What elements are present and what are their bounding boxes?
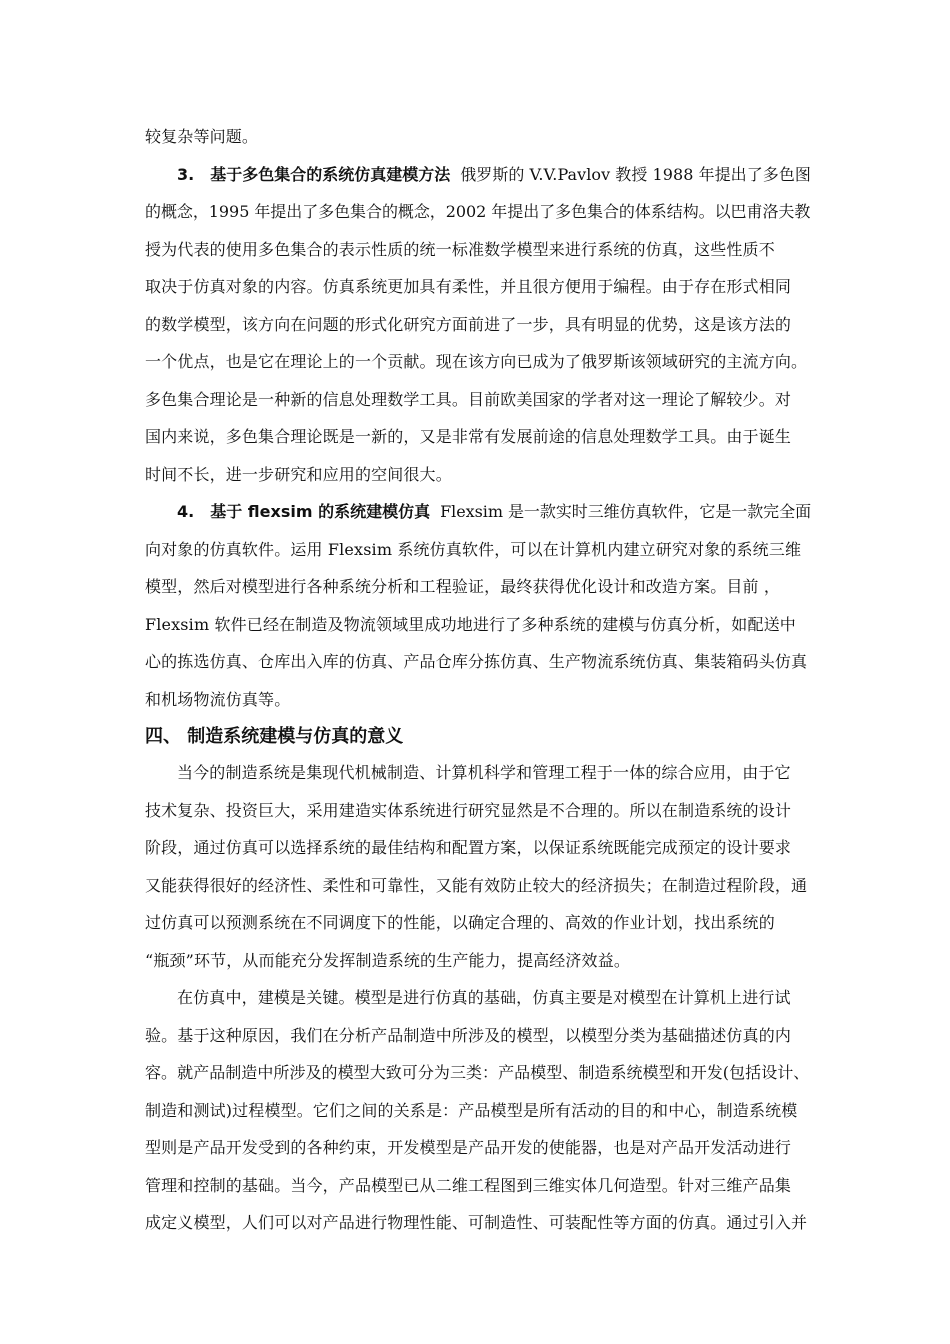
text-line: 取决于仿真对象的内容。仿真系统更加具有柔性，并且很方便用于编程。由于存在形式相同 bbox=[145, 277, 792, 296]
text-span: 俄罗斯的 V.V.Pavlov 教授 1988 年提出了多色图 bbox=[460, 164, 811, 184]
text-line: 过仿真可以预测系统在不同调度下的性能，以确定合理的、高效的作业计划，找出系统的 bbox=[145, 913, 775, 932]
text-line: Flexsim 软件已经在制造及物流领域里成功地进行了多种系统的建模与仿真分析，如配送中 bbox=[145, 614, 796, 634]
text-line: 容。就产品制造中所涉及的模型大致可分为三类：产品模型、制造系统模型和开发(包括设计、 bbox=[145, 1063, 810, 1082]
text-line: 较复杂等问题。 bbox=[145, 127, 259, 146]
text-line: 又能获得很好的经济性、柔性和可靠性，又能有效防止较大的经济损失；在制造过程阶段，通 bbox=[145, 875, 808, 895]
text-line: “瓶颈”环节，从而能充分发挥制造系统的生产能力，提高经济效益。 bbox=[145, 950, 631, 970]
text-line: 和机场物流仿真等。 bbox=[145, 689, 291, 709]
text-line: 的概念，1995 年提出了多色集合的概念，2002 年提出了多色集合的体系结构。以巴甫洛夫教 bbox=[145, 202, 811, 221]
text-line bbox=[145, 493, 811, 531]
subsection-title-3: 3. 基于多色集合的系统仿真建模方法 bbox=[177, 164, 451, 184]
text-line: 技术复杂、投资巨大，采用建造实体系统进行研究显然是不合理的。所以在制造系统的设计 bbox=[145, 800, 792, 820]
text-span: Flexsim 是一款实时三维仿真软件，它是一款完全面 bbox=[440, 502, 812, 521]
text-line: 向对象的仿真软件。运用 Flexsim 系统仿真软件，可以在计算机内建立研究对象的系统三维 bbox=[145, 539, 802, 559]
document-page bbox=[145, 118, 811, 1242]
text-line: 多色集合理论是一种新的信息处理数学工具。目前欧美国家的学者对这一理论了解较少。对 bbox=[145, 389, 792, 409]
text-line: 一个优点，也是它在理论上的一个贡献。现在该方向已成为了俄罗斯该领域研究的主流方向。 bbox=[145, 352, 808, 371]
text-line: 心的拣选仿真、仓库出入库的仿真、产品仓库分拣仿真、生产物流系统仿真、集装箱码头仿真 bbox=[145, 652, 808, 671]
text-line: 管理和控制的基础。当今，产品模型已从二维工程图到三维实体几何造型。针对三维产品集 bbox=[145, 1175, 792, 1195]
text-line: 的数学模型，该方向在问题的形式化研究方面前进了一步，具有明显的优势，这是该方法的 bbox=[145, 314, 792, 334]
subsection-title-4: 4. 基于 flexsim 的系统建模仿真 bbox=[177, 502, 431, 521]
text-line: 在仿真中，建模是关键。模型是进行仿真的基础，仿真主要是对模型在计算机上进行试 bbox=[177, 988, 791, 1007]
text-line bbox=[145, 156, 811, 194]
text-line: 制造和测试)过程模型。它们之间的关系是：产品模型是所有活动的目的和中心，制造系统模 bbox=[145, 1100, 798, 1120]
text-line: 阶段，通过仿真可以选择系统的最佳结构和配置方案，以保证系统既能完成预定的设计要求 bbox=[145, 838, 792, 857]
text-line: 时间不长，进一步研究和应用的空间很大。 bbox=[145, 464, 452, 484]
text-line: 型则是产品开发受到的各种约束，开发模型是产品开发的使能器，也是对产品开发活动进行 bbox=[145, 1138, 792, 1157]
section-heading: 四、 制造系统建模与仿真的意义 bbox=[145, 726, 404, 747]
text-line: 国内来说，多色集合理论既是一新的，又是非常有发展前途的信息处理数学工具。由于诞生 bbox=[145, 427, 792, 446]
text-line: 授为代表的使用多色集合的表示性质的统一标准数学模型来进行系统的仿真，这些性质不 bbox=[145, 239, 775, 259]
text-line: 当今的制造系统是集现代机械制造、计算机科学和管理工程于一体的综合应用，由于它 bbox=[177, 763, 791, 782]
text-line: 模型，然后对模型进行各种系统分析和工程验证，最终获得优化设计和改造方案。目前 ， bbox=[145, 577, 781, 596]
text-line: 成定义模型，人们可以对产品进行物理性能、可制造性、可装配性等方面的仿真。通过引入并 bbox=[145, 1213, 808, 1232]
text-line: 验。基于这种原因，我们在分析产品制造中所涉及的模型，以模型分类为基础描述仿真的内 bbox=[145, 1025, 792, 1045]
